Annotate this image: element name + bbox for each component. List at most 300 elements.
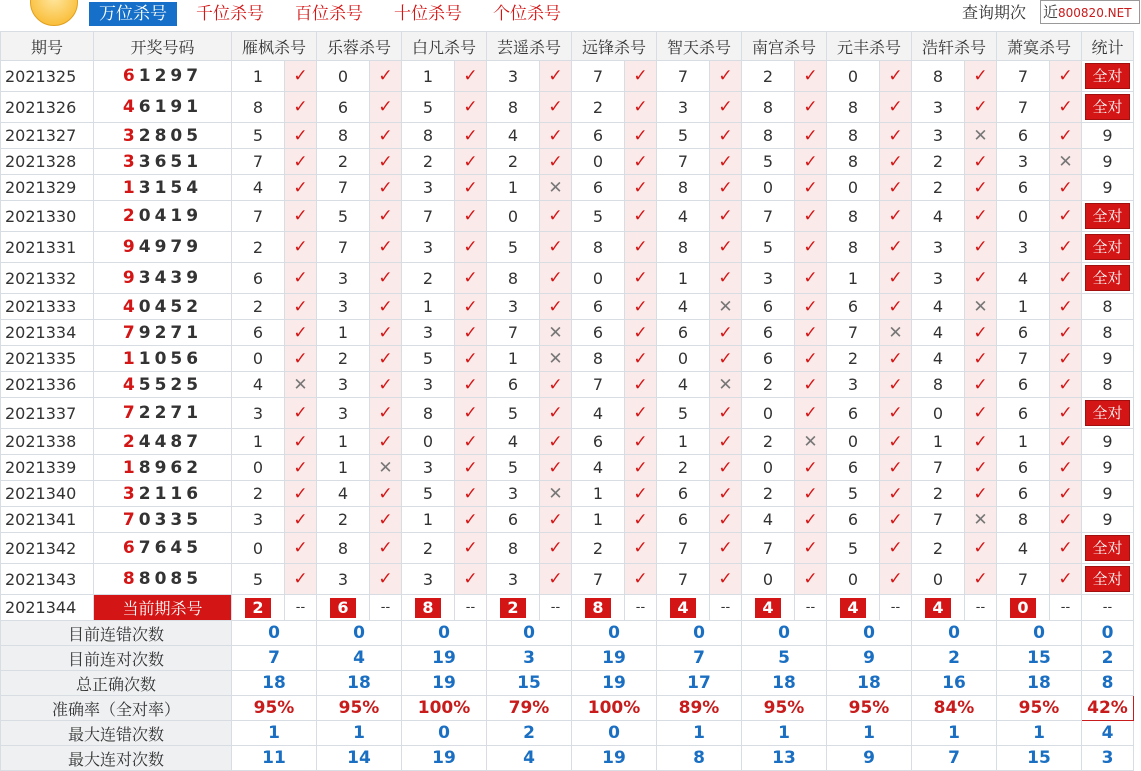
draw-first-digit: 3	[122, 125, 139, 146]
cross-icon: ✕	[540, 481, 572, 507]
kill-number-cell: 2	[912, 149, 965, 175]
table-row	[1, 346, 1134, 372]
summary-value: 95%	[997, 696, 1082, 721]
stat-cell	[1082, 201, 1134, 232]
kill-number-cell: 8	[912, 61, 965, 92]
tab-4[interactable]: 十位杀号	[394, 4, 462, 24]
check-icon: ✓	[540, 429, 572, 455]
kill-number-cell: 1	[997, 294, 1050, 320]
kill-number-cell: 2	[232, 232, 285, 263]
summary-value: 1	[912, 721, 997, 746]
summary-value: 0	[572, 621, 657, 646]
kill-number-cell: 7	[572, 61, 625, 92]
draw-rest-digits: 2271	[138, 403, 203, 423]
check-icon: ✓	[880, 92, 912, 123]
period-cell: 2021332	[1, 263, 94, 294]
summary-row	[1, 746, 1134, 771]
check-icon: ✓	[540, 294, 572, 320]
kill-number-cell: 8	[827, 232, 880, 263]
check-icon: ✓	[880, 61, 912, 92]
check-icon: ✓	[370, 320, 402, 346]
summary-value: 84%	[912, 696, 997, 721]
check-icon: ✓	[625, 149, 657, 175]
check-icon: ✓	[285, 320, 317, 346]
current-kill-value: 8	[585, 598, 611, 618]
current-kill-value: 0	[1010, 598, 1036, 618]
header-expert-3: 白凡杀号	[402, 32, 487, 61]
kill-number-cell: 5	[402, 92, 455, 123]
kill-number-cell: 3	[402, 372, 455, 398]
kill-number-cell: 6	[997, 175, 1050, 201]
stat-cell	[1082, 61, 1134, 92]
kill-number-cell: 4	[232, 175, 285, 201]
header-period: 期号	[1, 32, 94, 61]
check-icon: ✓	[370, 201, 402, 232]
check-icon: ✓	[370, 398, 402, 429]
check-icon: ✓	[455, 481, 487, 507]
check-icon: ✓	[285, 149, 317, 175]
table-row	[1, 92, 1134, 123]
draw-first-digit: 7	[122, 322, 139, 343]
summary-label: 总正确次数	[1, 671, 232, 696]
check-icon: ✓	[710, 61, 742, 92]
kill-number-cell: 1	[232, 61, 285, 92]
check-icon: ✓	[710, 232, 742, 263]
summary-value: 19	[402, 746, 487, 771]
check-icon: ✓	[540, 61, 572, 92]
kill-number-cell: 6	[997, 372, 1050, 398]
check-icon: ✓	[370, 263, 402, 294]
current-kill-pending: --	[370, 595, 402, 621]
table-row	[1, 507, 1134, 533]
stat-cell: 9	[1082, 149, 1134, 175]
table-row	[1, 481, 1134, 507]
check-icon: ✓	[455, 455, 487, 481]
kill-number-cell: 8	[487, 263, 540, 294]
check-icon: ✓	[710, 346, 742, 372]
kill-number-cell: 7	[317, 232, 370, 263]
check-icon: ✓	[370, 481, 402, 507]
kill-number-cell: 0	[572, 149, 625, 175]
check-icon: ✓	[625, 123, 657, 149]
kill-number-cell: 2	[742, 429, 795, 455]
stat-cell: 9	[1082, 429, 1134, 455]
check-icon: ✓	[455, 201, 487, 232]
table-row	[1, 372, 1134, 398]
header-expert-8: 元丰杀号	[827, 32, 912, 61]
cross-icon: ✕	[965, 294, 997, 320]
table-row	[1, 175, 1134, 201]
summary-value: 18	[742, 671, 827, 696]
check-icon: ✓	[285, 92, 317, 123]
check-icon: ✓	[1050, 346, 1082, 372]
stat-cell	[1082, 564, 1134, 595]
check-icon: ✓	[965, 201, 997, 232]
summary-value: 1	[997, 721, 1082, 746]
draw-rest-digits: 2805	[138, 125, 203, 146]
kill-number-cell: 3	[317, 564, 370, 595]
summary-value: 18	[827, 671, 912, 696]
check-icon: ✓	[880, 398, 912, 429]
current-kill-number	[487, 595, 540, 621]
kill-number-cell: 5	[487, 398, 540, 429]
kill-number-cell: 1	[487, 346, 540, 372]
draw-rest-digits: 3439	[138, 268, 203, 288]
check-icon: ✓	[965, 372, 997, 398]
summary-value: 0	[487, 621, 572, 646]
check-icon: ✓	[370, 175, 402, 201]
kill-number-cell: 3	[402, 232, 455, 263]
check-icon: ✓	[455, 232, 487, 263]
check-icon: ✓	[625, 564, 657, 595]
kill-number-cell: 7	[657, 564, 710, 595]
period-cell: 2021328	[1, 149, 94, 175]
check-icon: ✓	[455, 398, 487, 429]
period-cell: 2021339	[1, 455, 94, 481]
tab-2[interactable]: 千位杀号	[196, 4, 264, 24]
draw-first-digit: 6	[122, 66, 139, 86]
draw-rest-digits: 3651	[138, 151, 203, 172]
kill-number-cell: 7	[572, 564, 625, 595]
check-icon: ✓	[795, 564, 827, 595]
kill-number-cell: 3	[317, 372, 370, 398]
kill-number-cell: 3	[317, 294, 370, 320]
check-icon: ✓	[710, 175, 742, 201]
current-kill-value: 2	[500, 598, 526, 618]
summary-value: 18	[317, 671, 402, 696]
all-right-badge: 全对	[1085, 203, 1129, 229]
table-row	[1, 320, 1134, 346]
summary-stat: 3	[1082, 746, 1134, 771]
kill-number-cell: 6	[487, 507, 540, 533]
draw-first-digit: 2	[122, 206, 139, 226]
draw-number-cell	[94, 263, 232, 294]
summary-row	[1, 696, 1134, 721]
kill-number-cell: 6	[997, 123, 1050, 149]
draw-number-cell	[94, 294, 232, 320]
draw-number-cell	[94, 346, 232, 372]
header-expert-4: 芸遥杀号	[487, 32, 572, 61]
summary-stat: 0	[1082, 621, 1134, 646]
kill-number-cell: 1	[402, 61, 455, 92]
kill-number-cell: 3	[402, 175, 455, 201]
draw-rest-digits: 0452	[138, 296, 203, 317]
draw-number-cell	[94, 92, 232, 123]
query-label: 查询期次	[962, 3, 1027, 22]
kill-number-cell: 4	[657, 294, 710, 320]
table-row	[1, 201, 1134, 232]
draw-number-cell	[94, 481, 232, 507]
period-cell: 2021326	[1, 92, 94, 123]
kill-number-cell: 7	[742, 533, 795, 564]
kill-number-cell: 4	[572, 398, 625, 429]
check-icon: ✓	[965, 175, 997, 201]
summary-value: 14	[317, 746, 402, 771]
kill-number-cell: 0	[232, 455, 285, 481]
summary-label: 最大连对次数	[1, 746, 232, 771]
check-icon: ✓	[880, 201, 912, 232]
kill-number-cell: 6	[657, 481, 710, 507]
summary-value: 8	[657, 746, 742, 771]
kill-number-cell: 6	[657, 507, 710, 533]
summary-value: 4	[317, 646, 402, 671]
kill-number-cell: 0	[402, 429, 455, 455]
table-row	[1, 533, 1134, 564]
check-icon: ✓	[455, 346, 487, 372]
stat-cell: 9	[1082, 175, 1134, 201]
summary-value: 13	[742, 746, 827, 771]
current-kill-value: 8	[415, 598, 441, 618]
kill-number-cell: 1	[402, 294, 455, 320]
kill-number-cell: 0	[827, 429, 880, 455]
stat-cell: 9	[1082, 123, 1134, 149]
check-icon: ✓	[880, 232, 912, 263]
kill-number-cell: 4	[912, 346, 965, 372]
top-bar	[0, 0, 1141, 30]
period-cell: 2021330	[1, 201, 94, 232]
check-icon: ✓	[285, 564, 317, 595]
kill-number-cell: 6	[232, 320, 285, 346]
draw-rest-digits: 4979	[138, 237, 203, 257]
cross-icon: ✕	[880, 320, 912, 346]
summary-value: 0	[997, 621, 1082, 646]
summary-value: 15	[487, 671, 572, 696]
check-icon: ✓	[455, 263, 487, 294]
check-icon: ✓	[965, 398, 997, 429]
tab-3[interactable]: 百位杀号	[295, 4, 363, 24]
check-icon: ✓	[455, 149, 487, 175]
kill-number-cell: 3	[317, 398, 370, 429]
header-expert-6: 智天杀号	[657, 32, 742, 61]
current-kill-value: 4	[840, 598, 866, 618]
period-cell: 2021343	[1, 564, 94, 595]
kill-number-cell: 7	[487, 320, 540, 346]
check-icon: ✓	[625, 429, 657, 455]
check-icon: ✓	[965, 429, 997, 455]
check-icon: ✓	[795, 263, 827, 294]
summary-value: 1	[827, 721, 912, 746]
kill-number-cell: 0	[912, 564, 965, 595]
kill-number-cell: 6	[997, 320, 1050, 346]
summary-row	[1, 646, 1134, 671]
kill-number-cell: 2	[402, 263, 455, 294]
kill-number-cell: 3	[487, 294, 540, 320]
check-icon: ✓	[455, 175, 487, 201]
draw-number-cell	[94, 232, 232, 263]
header-expert-7: 南宫杀号	[742, 32, 827, 61]
draw-first-digit: 6	[122, 538, 139, 558]
current-kill-number	[827, 595, 880, 621]
check-icon: ✓	[455, 564, 487, 595]
current-kill-pending: --	[540, 595, 572, 621]
check-icon: ✓	[1050, 507, 1082, 533]
table-row	[1, 123, 1134, 149]
summary-value: 18	[232, 671, 317, 696]
kill-number-cell: 2	[742, 372, 795, 398]
summary-row	[1, 721, 1134, 746]
current-kill-value: 4	[925, 598, 951, 618]
draw-first-digit: 7	[122, 403, 139, 423]
table-row	[1, 564, 1134, 595]
kill-number-cell: 8	[657, 232, 710, 263]
check-icon: ✓	[710, 201, 742, 232]
current-kill-number	[232, 595, 285, 621]
check-icon: ✓	[710, 429, 742, 455]
stat-cell: 9	[1082, 507, 1134, 533]
summary-label: 目前连错次数	[1, 621, 232, 646]
summary-value: 5	[742, 646, 827, 671]
kill-number-cell: 6	[572, 294, 625, 320]
header-stat: 统计	[1082, 32, 1134, 61]
kill-number-cell: 4	[912, 201, 965, 232]
check-icon: ✓	[370, 372, 402, 398]
kill-number-cell: 0	[827, 564, 880, 595]
summary-value: 0	[232, 621, 317, 646]
query-period-select[interactable]	[1040, 0, 1140, 24]
kill-number-cell: 0	[742, 564, 795, 595]
draw-number-cell	[94, 175, 232, 201]
kill-number-cell: 8	[742, 92, 795, 123]
cross-icon: ✕	[965, 507, 997, 533]
table-row	[1, 294, 1134, 320]
draw-rest-digits: 1056	[138, 348, 203, 369]
check-icon: ✓	[965, 232, 997, 263]
check-icon: ✓	[795, 372, 827, 398]
kill-number-cell: 2	[912, 175, 965, 201]
kill-number-cell: 6	[232, 263, 285, 294]
check-icon: ✓	[540, 398, 572, 429]
check-icon: ✓	[1050, 429, 1082, 455]
kill-number-cell: 6	[742, 346, 795, 372]
check-icon: ✓	[880, 294, 912, 320]
kill-number-cell: 3	[657, 92, 710, 123]
tab-1[interactable]: 万位杀号	[89, 2, 177, 26]
kill-number-cell: 3	[912, 232, 965, 263]
draw-number-cell	[94, 149, 232, 175]
kill-number-cell: 5	[402, 346, 455, 372]
draw-number-cell	[94, 320, 232, 346]
summary-value: 19	[572, 671, 657, 696]
draw-number-cell	[94, 455, 232, 481]
tab-5[interactable]: 个位杀号	[493, 4, 561, 24]
kill-number-cell: 0	[232, 346, 285, 372]
kill-number-cell: 5	[487, 232, 540, 263]
stat-cell	[1082, 232, 1134, 263]
check-icon: ✓	[795, 533, 827, 564]
draw-number-cell	[94, 372, 232, 398]
period-cell: 2021337	[1, 398, 94, 429]
draw-rest-digits: 1297	[138, 66, 203, 86]
stat-cell: 9	[1082, 455, 1134, 481]
draw-number-cell	[94, 533, 232, 564]
check-icon: ✓	[880, 481, 912, 507]
check-icon: ✓	[370, 346, 402, 372]
check-icon: ✓	[540, 507, 572, 533]
check-icon: ✓	[795, 232, 827, 263]
check-icon: ✓	[540, 372, 572, 398]
draw-first-digit: 3	[122, 483, 139, 504]
period-cell: 2021342	[1, 533, 94, 564]
check-icon: ✓	[1050, 320, 1082, 346]
kill-number-cell: 7	[997, 564, 1050, 595]
check-icon: ✓	[880, 429, 912, 455]
current-kill-pending: --	[1050, 595, 1082, 621]
draw-first-digit: 1	[122, 348, 139, 369]
summary-label: 最大连错次数	[1, 721, 232, 746]
check-icon: ✓	[710, 533, 742, 564]
draw-rest-digits: 6191	[138, 97, 203, 117]
kill-number-cell: 3	[402, 320, 455, 346]
cross-icon: ✕	[710, 372, 742, 398]
kill-number-cell: 4	[487, 429, 540, 455]
draw-number-cell	[94, 429, 232, 455]
kill-number-cell: 2	[402, 533, 455, 564]
check-icon: ✓	[795, 92, 827, 123]
draw-first-digit: 9	[122, 237, 139, 257]
draw-rest-digits: 0419	[138, 206, 203, 226]
kill-number-cell: 8	[402, 123, 455, 149]
kill-number-cell: 5	[742, 232, 795, 263]
kill-number-cell: 7	[657, 149, 710, 175]
draw-rest-digits: 9271	[138, 322, 203, 343]
summary-value: 100%	[572, 696, 657, 721]
period-cell: 2021335	[1, 346, 94, 372]
kill-number-cell: 8	[827, 92, 880, 123]
kill-number-cell: 2	[657, 455, 710, 481]
summary-value: 7	[232, 646, 317, 671]
summary-value: 0	[572, 721, 657, 746]
check-icon: ✓	[625, 294, 657, 320]
kill-number-cell: 1	[487, 175, 540, 201]
summary-value: 89%	[657, 696, 742, 721]
check-icon: ✓	[625, 455, 657, 481]
kill-number-cell: 1	[997, 429, 1050, 455]
check-icon: ✓	[710, 481, 742, 507]
header-expert-2: 乐蓉杀号	[317, 32, 402, 61]
draw-first-digit: 1	[122, 457, 139, 478]
draw-first-digit: 4	[122, 374, 139, 395]
check-icon: ✓	[285, 507, 317, 533]
check-icon: ✓	[795, 294, 827, 320]
kill-number-cell: 8	[912, 372, 965, 398]
kill-number-cell: 7	[402, 201, 455, 232]
table-row	[1, 232, 1134, 263]
summary-value: 19	[402, 646, 487, 671]
check-icon: ✓	[965, 149, 997, 175]
kill-number-cell: 8	[997, 507, 1050, 533]
check-icon: ✓	[540, 92, 572, 123]
summary-row	[1, 621, 1134, 646]
kill-number-cell: 5	[742, 149, 795, 175]
table-row	[1, 398, 1134, 429]
table-row	[1, 263, 1134, 294]
summary-value: 16	[912, 671, 997, 696]
check-icon: ✓	[710, 320, 742, 346]
summary-stat: 42%	[1082, 696, 1134, 721]
summary-value: 100%	[402, 696, 487, 721]
check-icon: ✓	[370, 564, 402, 595]
kill-number-cell: 4	[997, 263, 1050, 294]
period-cell: 2021338	[1, 429, 94, 455]
summary-value: 7	[657, 646, 742, 671]
check-icon: ✓	[540, 123, 572, 149]
check-icon: ✓	[1050, 232, 1082, 263]
summary-value: 95%	[317, 696, 402, 721]
kill-number-cell: 6	[997, 481, 1050, 507]
draw-number-cell	[94, 201, 232, 232]
kill-number-cell: 1	[317, 320, 370, 346]
kill-number-cell: 3	[742, 263, 795, 294]
